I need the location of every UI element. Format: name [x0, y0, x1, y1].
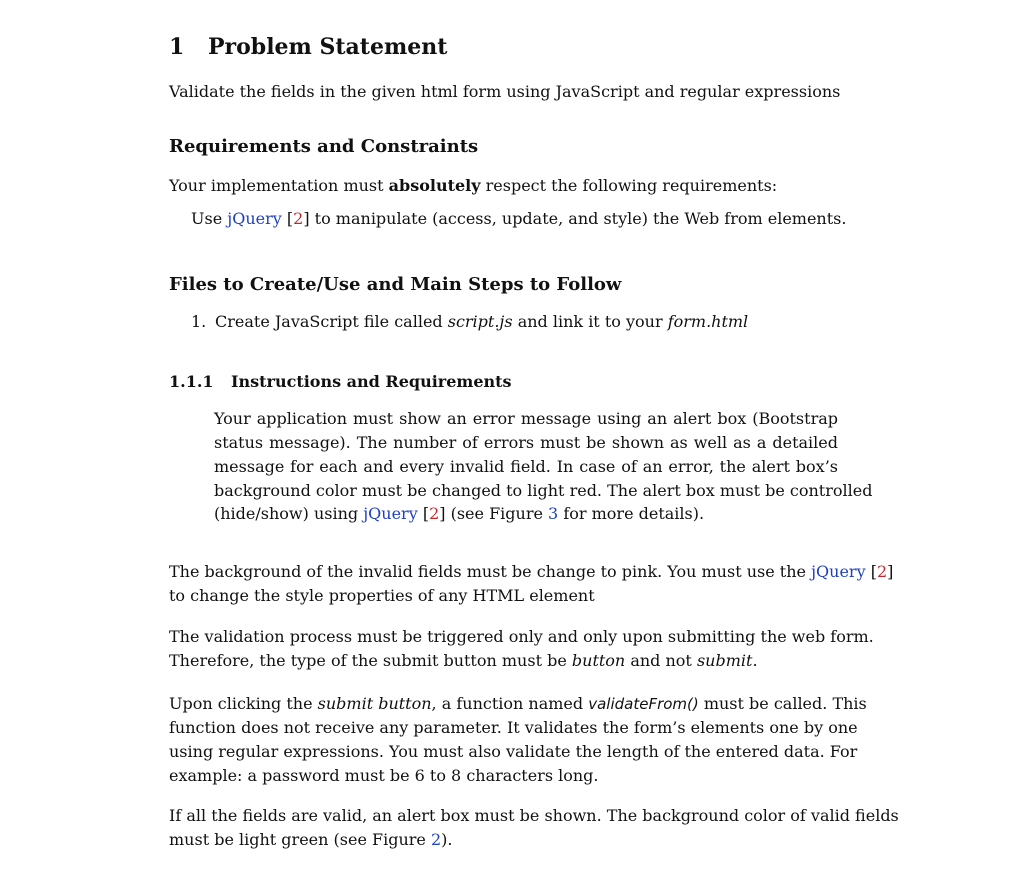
- requirements-heading: Requirements and Constraints: [169, 136, 479, 157]
- requirements-intro: Your implementation must absolutely respect the following requirements:: [169, 176, 778, 195]
- step-number: 1.: [191, 312, 207, 331]
- citation-link[interactable]: 2: [293, 209, 304, 228]
- citation-link[interactable]: 2: [429, 504, 440, 523]
- step-list-item: 1. Create JavaScript file called script.js and link it to your form.html: [191, 310, 748, 334]
- intro-paragraph: Validate the fields in the given html form using JavaScript and regular expressions: [169, 82, 841, 101]
- subsection-title: Instructions and Requirements: [231, 372, 512, 391]
- section-heading: [169, 34, 447, 60]
- figure-link[interactable]: 2: [430, 830, 442, 849]
- files-heading: Files to Create/Use and Main Steps to Follow: [169, 274, 622, 295]
- function-name: validateFrom(): [588, 695, 699, 713]
- jquery-link[interactable]: jQuery: [227, 209, 282, 228]
- jquery-link[interactable]: jQuery: [811, 562, 866, 581]
- subsection-number: 1.1.1: [169, 372, 214, 391]
- subsection-heading: [169, 372, 512, 391]
- file-name-script: script.js: [447, 312, 513, 331]
- section-title: Problem Statement: [208, 34, 448, 60]
- emphasis-absolutely: absolutely: [388, 176, 481, 195]
- figure-link[interactable]: 3: [548, 504, 559, 523]
- jquery-link[interactable]: jQuery: [363, 504, 418, 523]
- section-number: 1: [169, 34, 185, 60]
- citation-link[interactable]: 2: [876, 562, 888, 581]
- requirement-item: Use jQuery [2] to manipulate (access, update, and style) the Web from elements.: [191, 209, 847, 228]
- file-name-form: form.html: [667, 312, 749, 331]
